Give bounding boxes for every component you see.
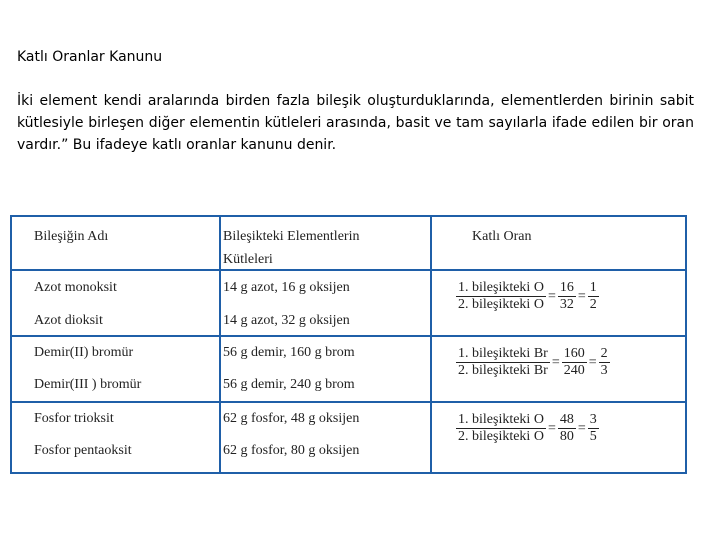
compound-name: Demir(II) bromür [34, 345, 134, 360]
law-table [10, 215, 687, 474]
simplified-numerator: 3 [589, 412, 597, 427]
mass-denominator: 32 [559, 297, 574, 312]
mass-denominator: 240 [563, 363, 585, 378]
definition-paragraph: İki element kendi aralarında birden fazla bileşik oluşturduklarında, elementlerden birinin sabit kütlesiyle birleşen diğer elementin kütleleri arasında, basit ve tam sayılarla ifade edilen bir oran vardır.” Bu ifadeye katlı oranlar kanunu denir. [17, 93, 694, 153]
ratio-label-fraction [456, 280, 546, 313]
ratio-numerator-label: 1. bileşikteki Br [458, 346, 548, 361]
header-element-masses-line2: Kütleleri [223, 252, 273, 267]
row-divider [12, 269, 685, 271]
compound-name: Azot dioksit [34, 313, 103, 328]
header-compound-name: Bileşiğin Adı [34, 229, 109, 244]
column-divider [219, 217, 221, 472]
ratio-numerator-label: 1. bileşikteki O [458, 412, 544, 427]
ratio-denominator-label: 2. bileşikteki Br [458, 363, 548, 378]
simplified-denominator: 3 [600, 363, 608, 378]
simplified-numerator: 1 [589, 280, 597, 295]
simplified-fraction [588, 412, 599, 445]
simplified-fraction [599, 346, 610, 379]
compound-masses: 56 g demir, 240 g brom [223, 377, 355, 392]
ratio-denominator-label: 2. bileşikteki O [458, 297, 544, 312]
simplified-denominator: 5 [589, 429, 597, 444]
compound-name: Azot monoksit [34, 280, 117, 295]
mass-fraction [558, 280, 576, 313]
ratio-label-fraction [456, 412, 546, 445]
ratio-label-fraction [456, 346, 550, 379]
compound-name: Fosfor trioksit [34, 411, 114, 426]
mass-numerator: 160 [563, 346, 585, 361]
simplified-fraction [588, 280, 599, 313]
compound-name: Fosfor pentaoksit [34, 443, 132, 458]
compound-masses: 56 g demir, 160 g brom [223, 345, 355, 360]
compound-masses: 14 g azot, 16 g oksijen [223, 280, 350, 295]
header-element-masses: Bileşikteki Elementlerin [223, 229, 360, 244]
ratio-denominator-label: 2. bileşikteki O [458, 429, 544, 444]
compound-masses: 62 g fosfor, 80 g oksijen [223, 443, 360, 458]
equals-sign: = [588, 354, 597, 370]
column-divider [430, 217, 432, 472]
mass-denominator: 80 [559, 429, 574, 444]
compound-masses: 14 g azot, 32 g oksijen [223, 313, 350, 328]
mass-numerator: 48 [559, 412, 574, 427]
row-divider [12, 401, 685, 403]
compound-name: Demir(III ) bromür [34, 377, 142, 392]
compound-masses: 62 g fosfor, 48 g oksijen [223, 411, 360, 426]
row-divider [12, 335, 685, 337]
mass-fraction [558, 412, 576, 445]
simplified-denominator: 2 [589, 297, 597, 312]
header-multiple-ratio: Katlı Oran [472, 229, 532, 244]
mass-numerator: 16 [559, 280, 574, 295]
equals-sign: = [547, 288, 556, 304]
equals-sign: = [577, 420, 586, 436]
page-title: Katlı Oranlar Kanunu [17, 49, 163, 65]
ratio-numerator-label: 1. bileşikteki O [458, 280, 544, 295]
mass-fraction [562, 346, 587, 379]
equals-sign: = [547, 420, 556, 436]
equals-sign: = [551, 354, 560, 370]
ratio-expression [456, 346, 610, 379]
ratio-expression [456, 280, 599, 313]
ratio-expression [456, 412, 599, 445]
equals-sign: = [577, 288, 586, 304]
simplified-numerator: 2 [600, 346, 608, 361]
